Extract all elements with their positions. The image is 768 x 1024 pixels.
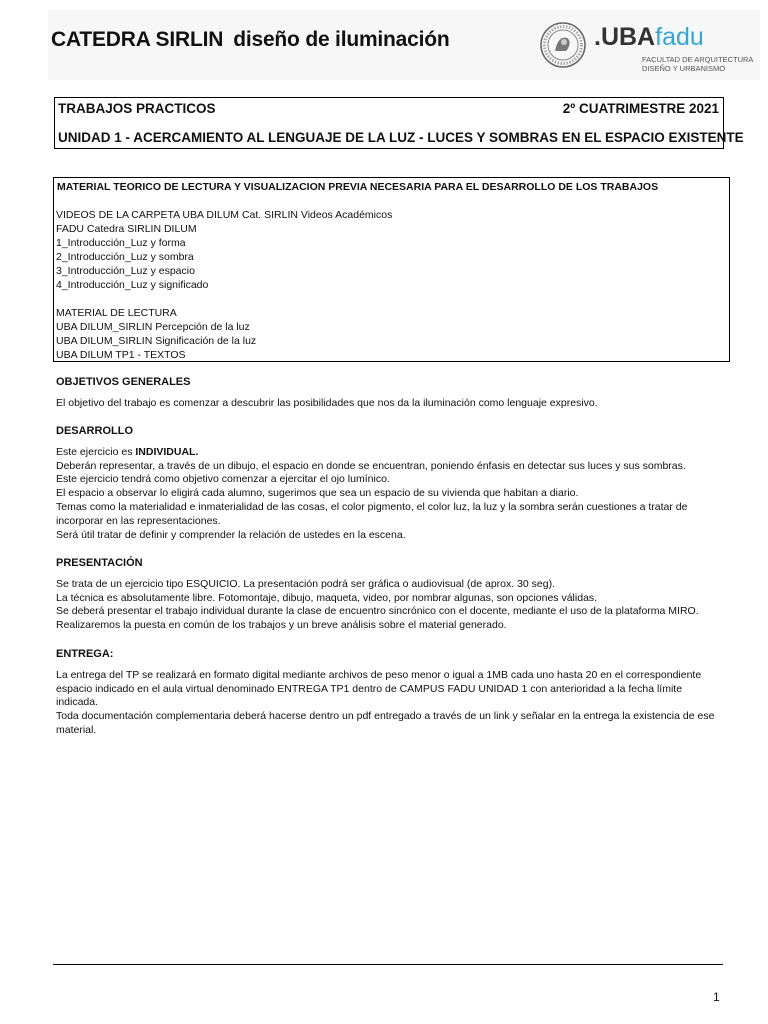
document-header (48, 10, 760, 80)
list-item: VIDEOS DE LA CARPETA UBA DILUM Cat. SIRLIN Videos Académicos (56, 209, 393, 221)
paragraph-line: material. (56, 723, 97, 736)
logo-fadu-text: fadu (655, 23, 704, 51)
videos-list (56, 208, 392, 292)
logo-subtitle (642, 55, 753, 73)
desarrollo-title: DESARROLLO (56, 425, 133, 437)
intro-bold: INDIVIDUAL. (135, 445, 199, 458)
uba-fadu-logo: .UBAfadu (594, 23, 704, 51)
page-number: 1 (713, 990, 720, 1004)
footer-divider (53, 964, 723, 965)
desarrollo-section (56, 425, 726, 542)
list-item: 4_Introducción_Luz y significado (56, 279, 209, 291)
paragraph-line: Deberán representar, a través de un dibujo, el espacio en donde se encuentran, poniendo énfasis en detectar sus luces y sus sombras. (56, 459, 686, 472)
paragraph-line: Este ejercicio tendrá como objetivo comenzar a ejercitar el ojo lumínico. (56, 473, 390, 486)
paragraph-line: indicada. (56, 696, 99, 709)
paragraph-line: Será útil tratar de definir y comprender la relación de ustedes en la escena. (56, 528, 406, 541)
title-box (54, 97, 744, 149)
presentacion-section (56, 557, 726, 633)
logo-uba-text: UBA (600, 23, 656, 51)
desarrollo-intro (56, 446, 726, 460)
unit-title: UNIDAD 1 - ACERCAMIENTO AL LENGUAJE DE LA LUZ - LUCES Y SOMBRAS EN EL ESPACIO EXISTENTE (58, 130, 744, 145)
entrega-title: ENTREGA: (56, 648, 114, 660)
objetivos-section (56, 376, 726, 411)
material-box (53, 177, 730, 362)
objetivos-text: El objetivo del trabajo es comenzar a descubrir las posibilidades que nos da la iluminación como lenguaje expresivo. (56, 396, 598, 409)
presentacion-title: PRESENTACIÓN (56, 557, 143, 569)
brand-sub: diseño de iluminación (233, 28, 450, 51)
list-item: UBA DILUM_SIRLIN Percepción de la luz (56, 321, 250, 333)
paragraph-line: Se deberá presentar el trabajo individual durante la clase de encuentro sincrónico con el docente, mediante el uso de la plataforma MIRO. (56, 605, 699, 618)
list-item: MATERIAL DE LECTURA (56, 307, 177, 319)
list-item: 3_Introducción_Luz y espacio (56, 265, 195, 277)
objetivos-title: OBJETIVOS GENERALES (56, 376, 191, 388)
intro-prefix: Este ejercicio es (56, 445, 136, 458)
brand-main: CATEDRA SIRLIN (51, 28, 224, 51)
list-item: 1_Introducción_Luz y forma (56, 237, 186, 249)
list-item: UBA DILUM_SIRLIN Significación de la luz (56, 335, 257, 347)
paragraph-line: La técnica es absolutamente libre. Fotomontaje, dibujo, maqueta, video, por nombrar algunas, son opciones válidas. (56, 591, 598, 604)
paragraph-line: La entrega del TP se realizará en formato digital mediante archivos de peso menor o igual a 1MB cada uno hasta 20 en el correspondiente (56, 668, 702, 681)
list-item: 2_Introducción_Luz y sombra (56, 251, 194, 263)
paragraph-line: Realizaremos la puesta en común de los trabajos y un breve análisis sobre el material generado. (56, 619, 507, 632)
paragraph-line: Temas como la materialidad e inmaterialidad de las cosas, el color pigmento, el color luz, la luz y la sombra serán cuestiones a tratar de (56, 500, 688, 513)
paragraph-line: incorporar en las representaciones. (56, 514, 221, 527)
material-heading: MATERIAL TEORICO DE LECTURA Y VISUALIZACION PREVIA NECESARIA PARA EL DESARROLLO DE LOS TRABAJOS (57, 181, 659, 193)
paragraph-line: espacio indicado en el aula virtual denominado ENTREGA TP1 dentro de CAMPUS FADU UNIDAD 1 con anterioridad a la fecha límite (56, 682, 683, 695)
entrega-section (56, 648, 726, 738)
tp-title: TRABAJOS PRACTICOS (58, 101, 216, 116)
catedra-brand (51, 28, 450, 52)
reading-list (56, 306, 256, 362)
logo-line-1: FACULTAD DE ARQUITECTURA (642, 55, 754, 64)
term-label: 2º CUATRIMESTRE 2021 (562, 101, 719, 116)
uba-seal-icon (539, 21, 587, 69)
list-item: UBA DILUM TP1 - TEXTOS (56, 349, 186, 361)
logo-line-2: DISEÑO Y URBANISMO (642, 64, 726, 73)
paragraph-line: Se trata de un ejercicio tipo ESQUICIO. La presentación podrá ser gráfica o audiovisual (de aprox. 30 seg). (56, 577, 556, 590)
paragraph-line: Toda documentación complementaria deberá hacerse dentro un pdf entregado a través de un link y señalar en la entrega la existencia de ese (56, 710, 715, 723)
list-item: FADU Catedra SIRLIN DILUM (56, 223, 197, 235)
paragraph-line: El espacio a observar lo eligirá cada alumno, sugerimos que sea un espacio de su vivienda que habitan a diario. (56, 487, 579, 500)
